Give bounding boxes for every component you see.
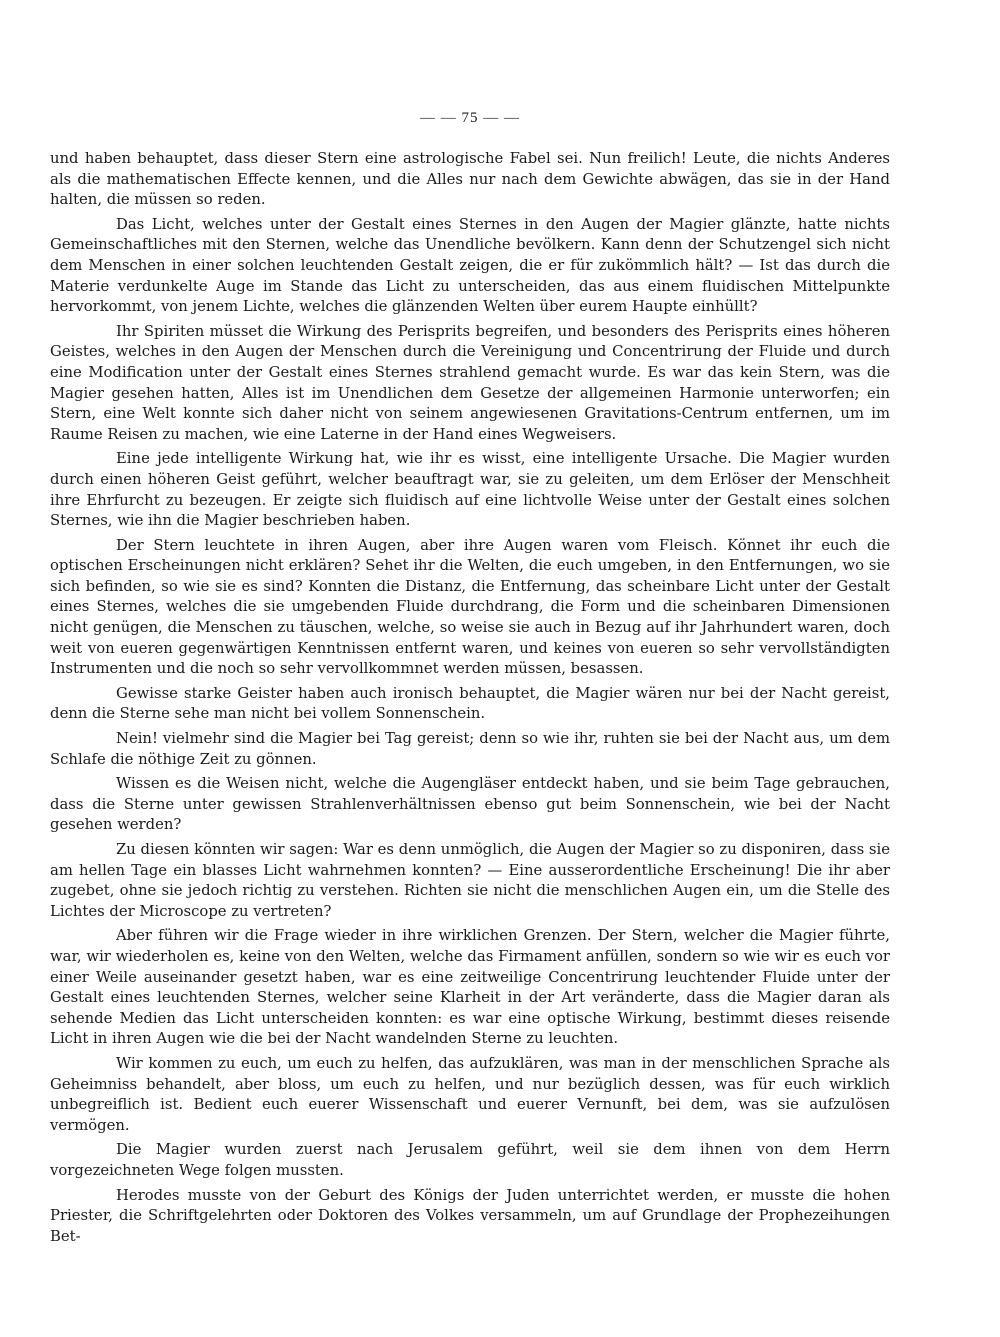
- page-header: [50, 110, 890, 127]
- paragraph: Die Magier wurden zuerst nach Jerusalem geführt, weil sie dem ihnen von dem Herrn vorgezeichneten Wege folgen mussten.: [50, 1141, 890, 1179]
- paragraph: Der Stern leuchtete in ihren Augen, aber ihre Augen waren vom Fleisch. Könnet ihr euch die optischen Erscheinungen nicht erklären? Sehet ihr die Welten, die euch umgeben, in den Entfernungen, wo sie sich befinden, so wie sie es sind? Konnten die Distanz, die Entfernung, das scheinbare Licht unter der Gestalt eines Sternes, welches die sie umgebenden Fluide durchdrang, die Form und die scheinbaren Dimensionen nicht genügen, die Menschen zu täuschen, welche, so weise sie auch in Bezug auf ihr Jahrhundert waren, doch weit von eueren gegenwärtigen Kenntnissen entfernt waren, und keines von eueren so sehr vervollständigten Instrumenten und die noch so sehr vervollkommnet werden müssen, besassen.: [50, 536, 890, 678]
- paragraph: und haben behauptet, dass dieser Stern eine astrologische Fabel sei. Nun freilich! Leute, die nichts Anderes als die mathematischen Effecte kennen, und die Alles nur nach dem Gewichte abwägen, das sie in der Hand halten, die müssen so reden.: [50, 150, 890, 209]
- header-dash-right: — —: [483, 110, 520, 126]
- header-dash-left: — —: [420, 110, 457, 126]
- paragraph: Wissen es die Weisen nicht, welche die Augengläser entdeckt haben, und sie beim Tage gebrauchen, dass die Sterne unter gewissen Strahlenverhältnissen ebenso gut beim Sonnenschein, wie bei der Nacht gesehen werden?: [50, 775, 890, 834]
- page-number: 75: [461, 110, 479, 126]
- paragraph: Aber führen wir die Frage wieder in ihre wirklichen Grenzen. Der Stern, welcher die Magier führte, war, wir wiederholen es, keine von den Welten, welche das Firmament anfüllen, sondern so wie wir es euch vor einer Weile auseinander gesetzt haben, war es eine zeitweilige Concentrirung leuchtender Fluide unter der Gestalt eines leuchtenden Sternes, welcher seine Klarheit in der Art veränderte, dass die Magier daran als sehende Medien das Licht unterscheiden konnten: es war eine optische Wirkung, bestimmt dieses reisende Licht in ihren Augen wie die bei der Nacht wandelnden Sterne zu leuchten.: [50, 927, 890, 1048]
- paragraph: Wir kommen zu euch, um euch zu helfen, das aufzuklären, was man in der menschlichen Sprache als Geheimniss behandelt, aber bloss, um euch zu helfen, und nur bezüglich dessen, was für euch wirklich unbegreiflich ist. Bedient euch euerer Wissenschaft und euerer Vernunft, bei dem, was sie aufzulösen vermögen.: [50, 1054, 890, 1134]
- paragraph: Zu diesen könnten wir sagen: War es denn unmöglich, die Augen der Magier so zu disponiren, dass sie am hellen Tage ein blasses Licht wahrnehmen konnten? — Eine ausserordentliche Erscheinung! Die ihr aber zugebet, ohne sie jedoch richtig zu verstehen. Richten sie nicht die menschlichen Augen ein, um die Stelle des Lichtes der Microscope zu vertreten?: [50, 841, 890, 920]
- paragraph: Eine jede intelligente Wirkung hat, wie ihr es wisst, eine intelligente Ursache. Die Magier wurden durch einen höheren Geist geführt, welcher beauftragt war, sie zu geleiten, um dem Erlöser der Menschheit ihre Ehrfurcht zu bezeugen. Er zeigte sich fluidisch auf eine lichtvolle Weise unter der Gestalt eines solchen Sternes, wie ihn die Magier beschrieben haben.: [50, 450, 890, 530]
- paragraph: Das Licht, welches unter der Gestalt eines Sternes in den Augen der Magier glänzte, hatte nichts Gemeinschaftliches mit den Sternen, welche das Unendliche bevölkern. Kann denn der Schutzengel sich nicht dem Menschen in einer solchen leuchtenden Gestalt zeigen, die er für zukömmlich hält? — Ist das durch die Materie verdunkelte Auge im Stande das Licht zu unterscheiden, das aus einem fluidischen Mittelpunkte hervorkommt, von jenem Lichte, welches die glänzenden Welten über eurem Haupte einhüllt?: [50, 215, 890, 316]
- paragraph: Gewisse starke Geister haben auch ironisch behauptet, die Magier wären nur bei der Nacht gereist, denn die Sterne sehe man nicht bei vollem Sonnenschein.: [50, 684, 890, 723]
- paragraph: Herodes musste von der Geburt des Königs der Juden unterrichtet werden, er musste die hohen Priester, die Schriftgelehrten oder Doktoren des Volkes versammeln, um auf Grundlage der Prophezeihungen Bet-: [50, 1186, 890, 1245]
- document-page: [50, 110, 890, 1251]
- paragraph: Ihr Spiriten müsset die Wirkung des Perisprits begreifen, und besonders des Perisprits eines höheren Geistes, welches in den Augen der Menschen durch die Vereinigung und Concentrirung der Fluide und durch eine Modification unter der Gestalt eines Sternes strahlend gemacht wurde. Es war das kein Stern, was die Magier gesehen hatten, Alles ist im Unendlichen dem Gesetze der allgemeinen Harmonie unterworfen; ein Stern, eine Welt konnte sich daher nicht von seinem angewiesenen Gravitations-Centrum entfernen, um im Raume Reisen zu machen, wie eine Laterne in der Hand eines Wegweisers.: [50, 322, 890, 443]
- paragraph: Nein! vielmehr sind die Magier bei Tag gereist; denn so wie ihr, ruhten sie bei der Nacht aus, um dem Schlafe die nöthige Zeit zu gönnen.: [50, 730, 890, 768]
